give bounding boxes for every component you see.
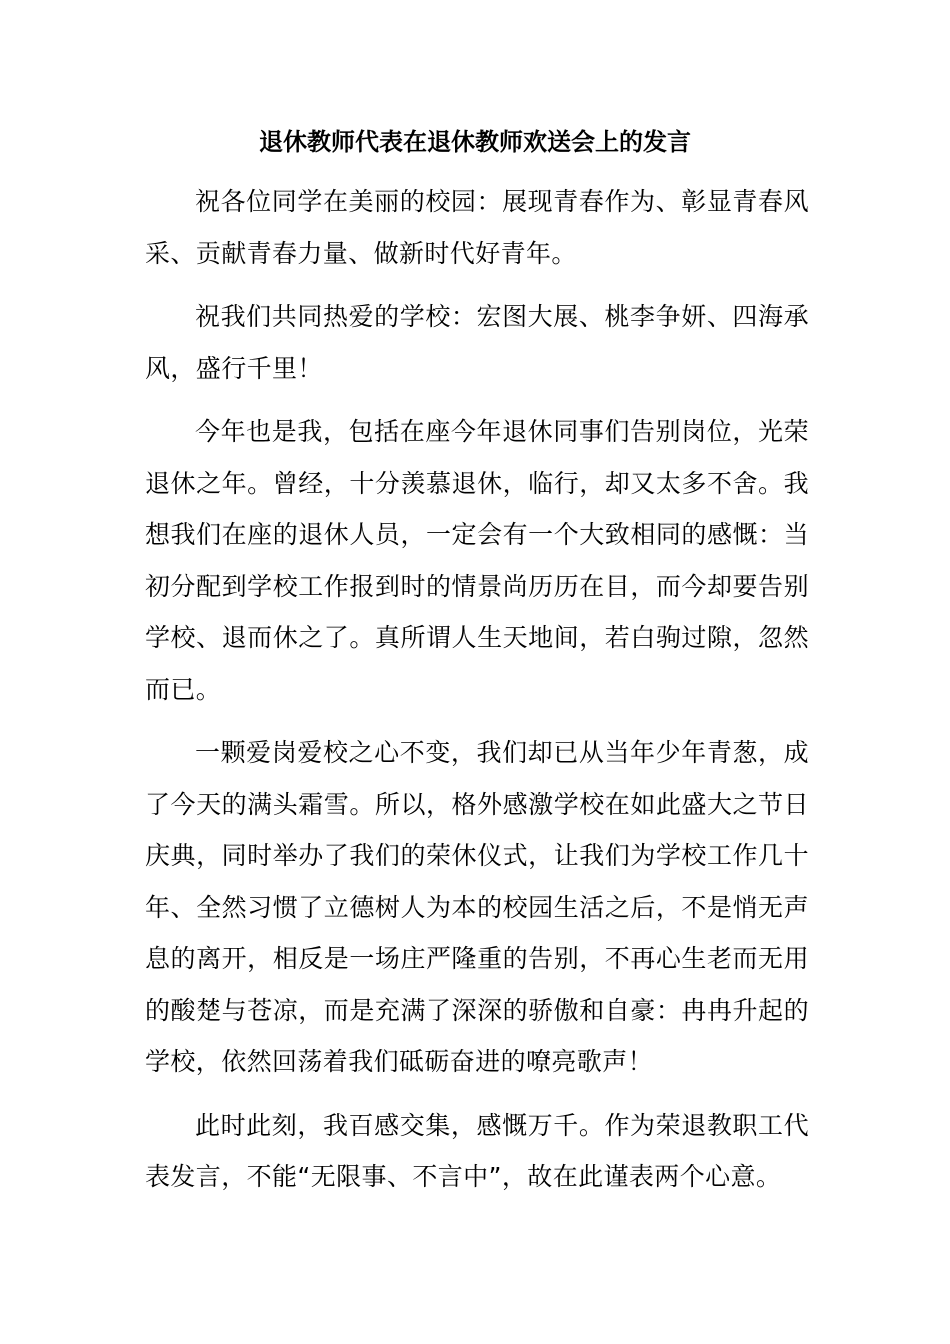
paragraph-4: 一颗爱岗爱校之心不变，我们却已从当年少年青葱，成了今天的满头霜雪。所以，格外感激学校在如此盛大之节日庆典，同时举办了我们的荣休仪式，让我们为学校工作几十年、全然习惯了立德树人为本的校园生活之后，不是悄无声息的离开，相反是一场庄严隆重的告别，不再心生老而无用的酸楚与苍凉，而是充满了深深的骄傲和自豪：冉冉升起的学校，依然回荡着我们砥砺奋进的嘹亮歌声！ bbox=[145, 738, 809, 1076]
paragraph-2: 祝我们共同热爱的学校：宏图大展、桃李争妍、四海承风，盛行千里！ bbox=[145, 302, 809, 383]
paragraph-1: 祝各位同学在美丽的校园：展现青春作为、彰显青春风采、贡献青春力量、做新时代好青年。 bbox=[145, 187, 809, 268]
paragraph-5: 此时此刻，我百感交集，感慨万千。作为荣退教职工代表发言，不能“无限事、不言中”，故在此谨表两个心意。 bbox=[145, 1110, 809, 1191]
document-body bbox=[145, 176, 809, 1215]
document-title: 退休教师代表在退休教师欢送会上的发言 bbox=[259, 128, 691, 156]
paragraph-3: 今年也是我，包括在座今年退休同事们告别岗位，光荣退休之年。曾经，十分羡慕退休，临行，却又太多不舍。我想我们在座的退休人员，一定会有一个大致相同的感慨：当初分配到学校工作报到时的情景尚历历在目，而今却要告别学校、退而休之了。真所谓人生天地间，若白驹过隙，忽然而已。 bbox=[145, 417, 809, 704]
